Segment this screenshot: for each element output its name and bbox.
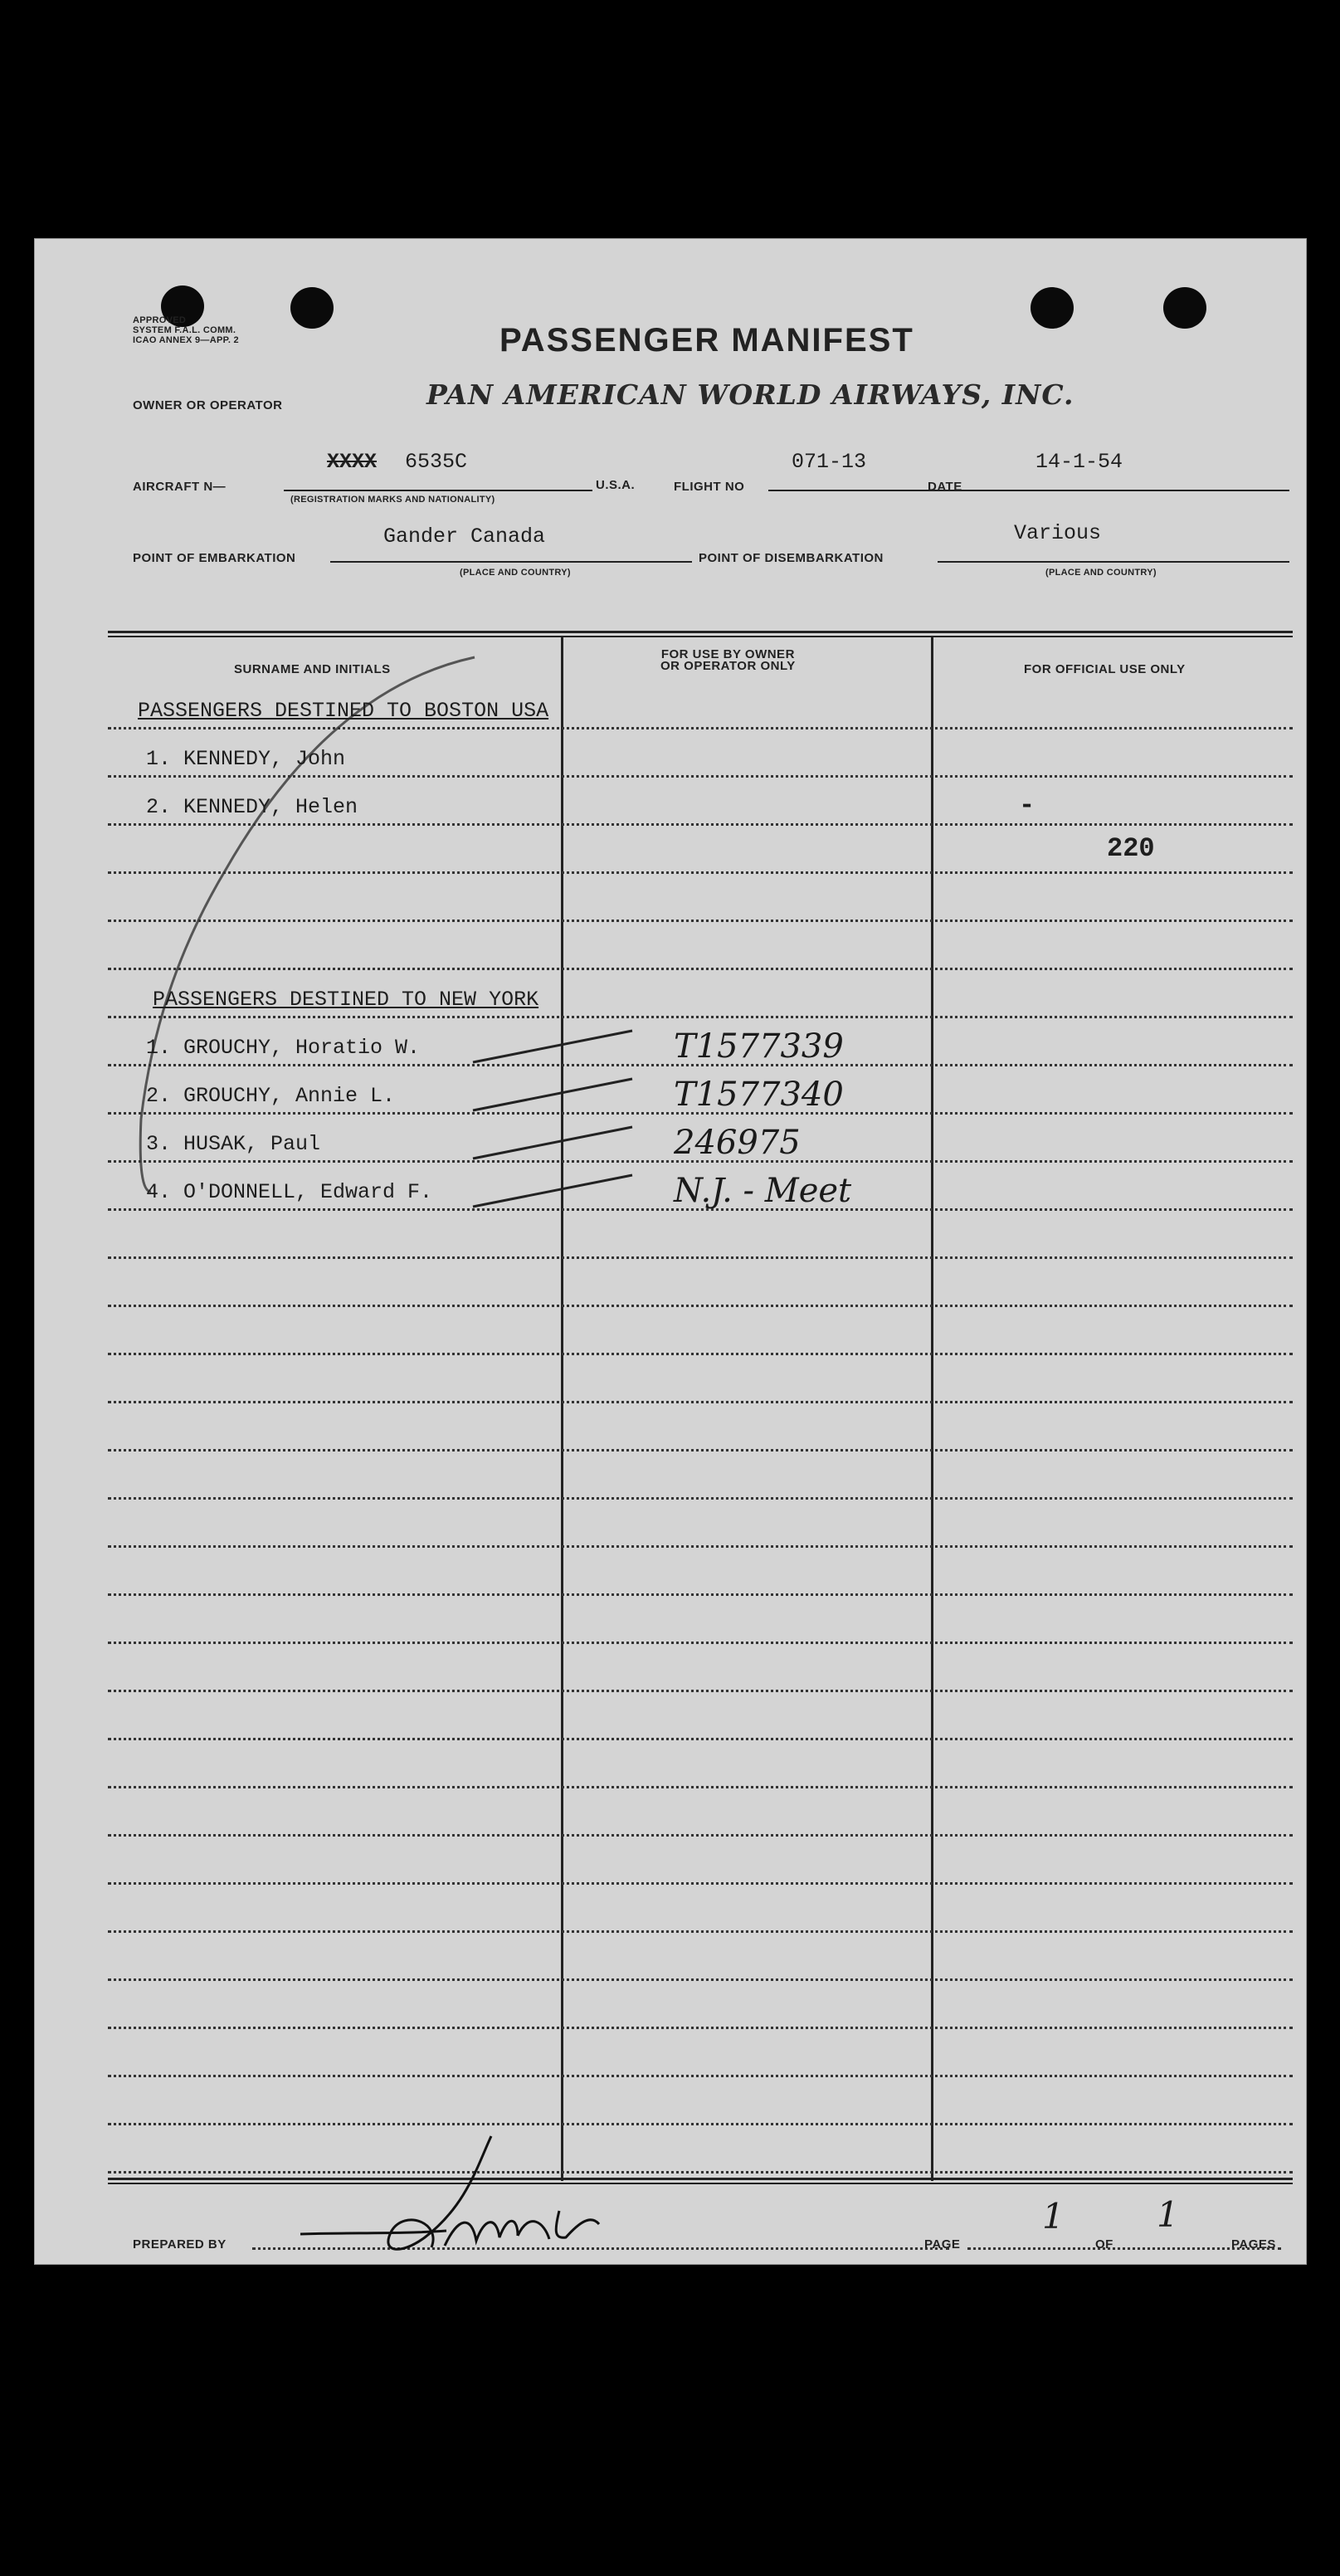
row-rule (108, 775, 1293, 778)
embark-sub: (PLACE AND COUNTRY) (460, 568, 571, 578)
row-rule (108, 1256, 1293, 1259)
row-rule (108, 823, 1293, 826)
aircraft-value: 6535C (405, 450, 468, 474)
prepared-label: PREPARED BY (133, 2237, 227, 2252)
of-label: OF (1095, 2237, 1113, 2252)
col-header-official: FOR OFFICIAL USE ONLY (1024, 662, 1186, 676)
check-mark (466, 1074, 641, 1115)
official-note: - (1019, 790, 1035, 821)
aircraft-struck: XXXX (327, 450, 378, 474)
owner-note: T1577339 (674, 1027, 844, 1066)
passenger-name: 2. GROUCHY, Annie L. (146, 1084, 396, 1108)
section-heading: PASSENGERS DESTINED TO BOSTON USA (138, 699, 549, 723)
official-note: 220 (1107, 833, 1155, 864)
flight-label: FLIGHT NO (674, 480, 745, 494)
punch-hole (290, 287, 334, 329)
passenger-name: 1. GROUCHY, Horatio W. (146, 1036, 421, 1060)
row-rule (108, 968, 1293, 970)
row-rule (108, 1449, 1293, 1451)
owner-note: N.J. - Meet (674, 1172, 852, 1210)
row-rule (108, 1016, 1293, 1018)
col-header-owner-line: OR OPERATOR ONLY (660, 659, 796, 673)
row-rule (108, 1978, 1293, 1981)
approval-line: SYSTEM F.A.L. COMM. (133, 325, 236, 335)
col-header-owner-line: FOR USE BY OWNER (660, 647, 795, 661)
disembark-label: POINT OF DISEMBARKATION (699, 551, 884, 565)
embark-label: POINT OF EMBARKATION (133, 551, 296, 565)
manifest-sheet (35, 239, 1306, 2264)
owner-note: T1577340 (674, 1076, 844, 1114)
column-divider (931, 637, 933, 2181)
date-value: 14-1-54 (1035, 450, 1123, 474)
row-rule (108, 1545, 1293, 1548)
row-rule (108, 727, 1293, 729)
row-rule (108, 2123, 1293, 2125)
preparer-signature (300, 2131, 649, 2264)
usa-label: U.S.A. (596, 478, 636, 492)
pencil-mark (126, 654, 591, 1202)
row-rule (108, 1401, 1293, 1403)
owner-label: OWNER OR OPERATOR (133, 398, 283, 412)
col-header-owner (660, 649, 796, 672)
disembark-value: Various (1014, 521, 1102, 545)
disembark-sub: (PLACE AND COUNTRY) (1045, 568, 1157, 578)
row-rule (108, 1834, 1293, 1837)
check-mark (466, 1170, 641, 1212)
embark-value: Gander Canada (383, 524, 546, 549)
aircraft-label: AIRCRAFT N— (133, 480, 227, 494)
row-rule (108, 2171, 1293, 2174)
row-rule (108, 871, 1293, 874)
check-mark (466, 1026, 641, 1067)
approval-line: ICAO ANNEX 9—APP. 2 (133, 335, 239, 345)
page-label: PAGE (924, 2237, 961, 2252)
pages-label: PAGES (1231, 2237, 1276, 2252)
passenger-name: 3. HUSAK, Paul (146, 1132, 321, 1156)
form-title: PASSENGER MANIFEST (499, 322, 914, 359)
row-rule (108, 1690, 1293, 1692)
page-value: 1 (1042, 2196, 1065, 2237)
passenger-name: 1. KENNEDY, John (146, 747, 346, 771)
aircraft-sub: (REGISTRATION MARKS AND NATIONALITY) (290, 495, 495, 505)
owner-value: PAN AMERICAN WORLD AIRWAYS, INC. (426, 378, 1074, 411)
approval-note (133, 315, 239, 345)
date-label: DATE (928, 480, 962, 494)
row-rule (108, 2027, 1293, 2029)
flight-value: 071-13 (792, 450, 867, 474)
row-rule (108, 1353, 1293, 1355)
row-rule (108, 1305, 1293, 1307)
row-rule (108, 920, 1293, 922)
punch-hole (1031, 287, 1074, 329)
passenger-name: 2. KENNEDY, Helen (146, 795, 358, 819)
row-rule (108, 1882, 1293, 1885)
row-rule (108, 1497, 1293, 1500)
approval-line: APPROVED (133, 315, 187, 325)
passenger-name: 4. O'DONNELL, Edward F. (146, 1180, 433, 1204)
row-rule (108, 1593, 1293, 1596)
of-value: 1 (1157, 2194, 1179, 2235)
check-mark (466, 1122, 641, 1164)
col-header-name: SURNAME AND INITIALS (234, 662, 391, 676)
owner-note: 246975 (674, 1124, 801, 1162)
row-rule (108, 1786, 1293, 1788)
section-heading: PASSENGERS DESTINED TO NEW YORK (153, 988, 539, 1012)
row-rule (108, 1738, 1293, 1740)
punch-hole (1163, 287, 1206, 329)
row-rule (108, 1642, 1293, 1644)
row-rule (108, 1930, 1293, 1933)
row-rule (108, 2075, 1293, 2077)
